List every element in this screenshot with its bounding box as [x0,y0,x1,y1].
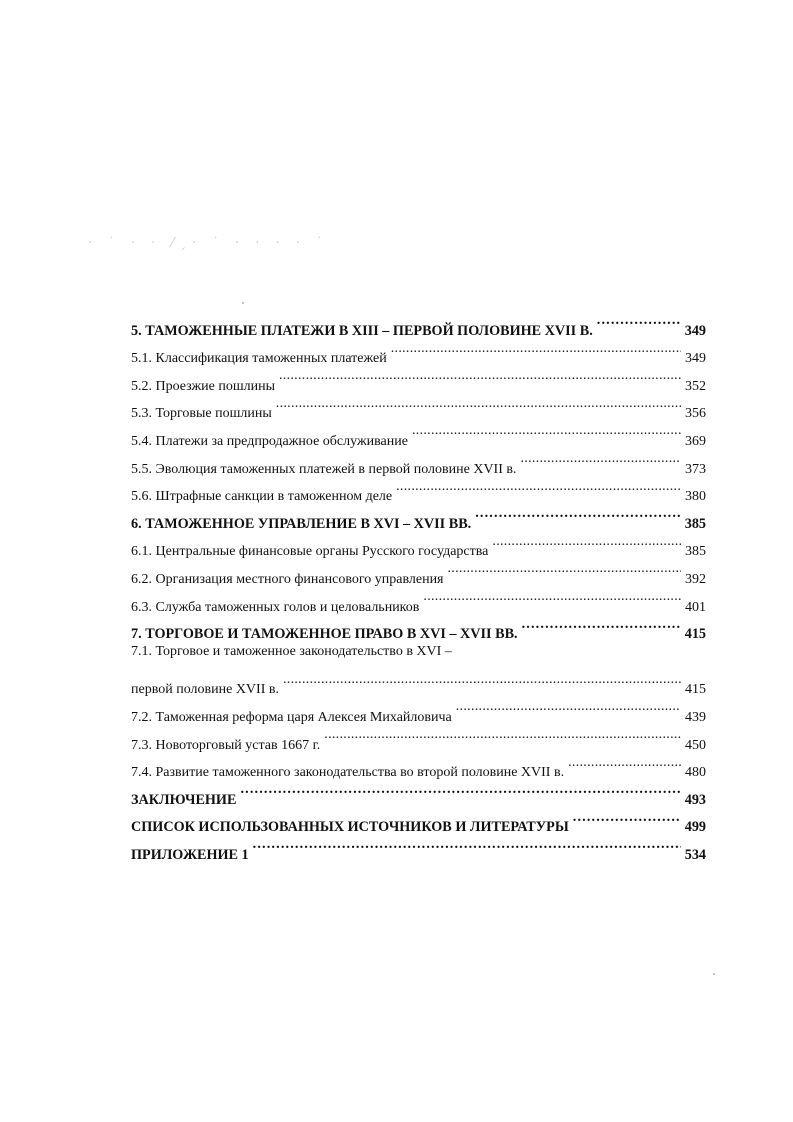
dot-leader [456,693,681,721]
toc-entry-title: 6.2. Организация местного финансового управления [131,571,444,587]
toc-entry-title: 7.4. Развитие таможенного законодательства во второй половине XVII в. [131,765,565,781]
dot-leader [475,500,681,528]
toc-entry-title: 6.1. Центральные финансовые органы Русского государства [131,544,489,560]
toc-entry-title: 5.2. Проезжие пошлины [131,378,275,394]
toc-entry-page: 493 [684,791,706,808]
toc-entry-page: 356 [685,406,706,422]
dot-leader [597,307,681,335]
toc-entry-title: 7.2. Таможенная реформа царя Алексея Михайловича [131,709,452,725]
toc-entry-title: 7. ТОРГОВОЕ И ТАМОЖЕННОЕ ПРАВО В XVI – XVII ВВ. [131,626,518,643]
toc-entry-page: 369 [685,433,706,449]
toc-entry-page: 349 [685,351,706,367]
toc-entry-page: 499 [684,819,706,836]
toc-entry-page: 415 [684,626,706,643]
toc-entry-page: 401 [685,599,706,615]
toc-entry-title: 5.4. Платежи за предпродажное обслуживание [131,433,408,449]
toc-entry-title: первой половине XVII в. [131,682,279,698]
toc-entry-continuation[interactable] [131,666,706,698]
toc-entry-page: 450 [685,737,706,753]
toc-entry-title: СПИСОК ИСПОЛЬЗОВАННЫХ ИСТОЧНИКОВ И ЛИТЕРАТУРЫ [131,819,569,836]
toc-entry-page: 385 [684,515,706,532]
dot-leader [279,362,681,390]
toc-entry-page: 373 [685,461,706,477]
toc-entry-title: 5.3. Торговые пошлины [131,406,272,422]
toc-entry-title: ПРИЛОЖЕНИЕ 1 [131,846,249,863]
table-of-contents [131,307,706,863]
dot-leader [573,804,681,832]
dot-leader [240,776,680,804]
dot-leader [568,749,681,777]
scan-artifact: · ˙ · · ⁄ˏ· ˙ · · · · ˙ [88,236,329,251]
dot-leader [492,528,681,556]
toc-entry-title: 5.5. Эволюция таможенных платежей в первой половине XVII в. [131,461,517,477]
toc-entry-page: 349 [684,322,706,339]
toc-entry[interactable] [131,638,706,666]
dot-leader [448,555,682,583]
dot-leader [396,473,681,501]
toc-entry-title: 7.1. Торговое и таможенное законодательство в XVI – [131,644,452,660]
toc-entry-page: 415 [685,682,706,698]
toc-entry-page: 385 [685,544,706,560]
toc-entry-title: 5.1. Классификация таможенных платежей [131,351,387,367]
scan-speck [713,973,715,975]
toc-entry-page: 352 [685,378,706,394]
toc-entry-title: 5.6. Штрафные санкции в таможенном деле [131,489,393,505]
toc-entry-page: 392 [685,571,706,587]
dot-leader [522,611,681,639]
dot-leader [412,417,681,445]
toc-entry[interactable] [131,307,706,339]
toc-entry-title: 7.3. Новоторговый устав 1667 г. [131,737,321,753]
toc-entry-title: ЗАКЛЮЧЕНИЕ [131,791,237,808]
dot-leader [283,666,681,694]
dot-leader [391,335,681,363]
scan-speck [242,302,244,304]
toc-entry-title: 6. ТАМОЖЕННОЕ УПРАВЛЕНИЕ В XVI – XVII ВВ. [131,515,472,532]
toc-entry-title: 6.3. Служба таможенных голов и целовальников [131,599,420,615]
toc-entry-page: 439 [685,709,706,725]
dot-leader [253,831,681,859]
dot-leader [324,721,681,749]
toc-entry-page: 534 [684,846,706,863]
dot-leader [276,390,681,418]
toc-entry-title: 5. ТАМОЖЕННЫЕ ПЛАТЕЖИ В XIII – ПЕРВОЙ ПОЛОВИНЕ XVII В. [131,322,593,339]
dot-leader [423,583,681,611]
toc-entry-page: 480 [685,765,706,781]
dot-leader [521,445,682,473]
toc-entry-page: 380 [685,489,706,505]
